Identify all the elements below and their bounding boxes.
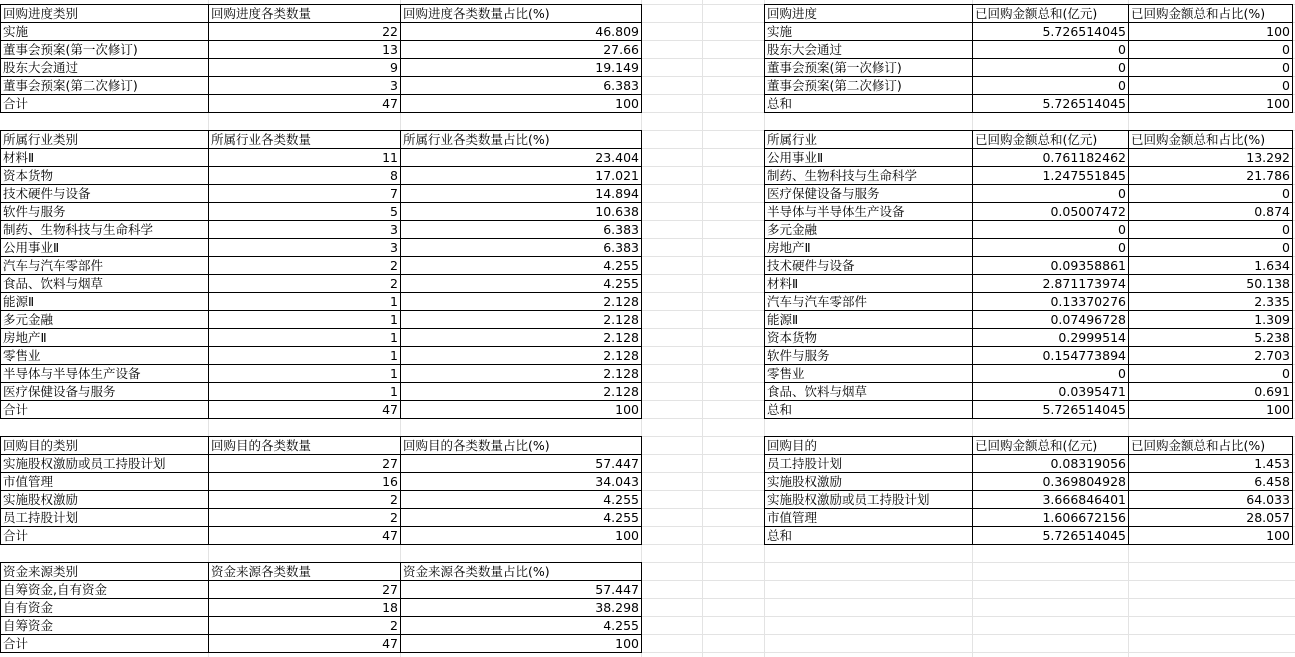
value-cell[interactable]: 2.335	[1129, 293, 1293, 311]
value-cell[interactable]: 2	[209, 275, 401, 293]
table-row	[1, 149, 642, 167]
value-cell[interactable]: 0	[973, 239, 1129, 257]
column-header[interactable]: 回购目的	[765, 437, 973, 455]
value-cell[interactable]: 0.0395471	[973, 383, 1129, 401]
value-cell[interactable]: 2	[209, 509, 401, 527]
value-cell[interactable]: 0.13370276	[973, 293, 1129, 311]
value-cell[interactable]: 13	[209, 41, 401, 59]
value-cell[interactable]: 3	[209, 239, 401, 257]
row-label-cell[interactable]: 自筹资金,自有资金	[1, 581, 209, 599]
value-cell[interactable]: 2.871173974	[973, 275, 1129, 293]
table-row	[1, 581, 642, 599]
column-header[interactable]: 回购进度类别	[1, 5, 209, 23]
table-industry-amount	[764, 130, 1293, 419]
table-row	[765, 293, 1293, 311]
row-label-cell[interactable]: 实施股权激励	[765, 473, 973, 491]
table-row	[1, 293, 642, 311]
table-row	[765, 491, 1293, 509]
value-cell[interactable]: 0.05007472	[973, 203, 1129, 221]
table-purpose-amount	[764, 436, 1293, 545]
value-cell[interactable]: 4.255	[401, 257, 642, 275]
row-label-cell[interactable]: 医疗保健设备与服务	[1, 383, 209, 401]
value-cell[interactable]: 7	[209, 185, 401, 203]
row-label-cell[interactable]: 软件与服务	[765, 347, 973, 365]
header-row	[1, 5, 642, 23]
table-row	[765, 473, 1293, 491]
row-label-cell[interactable]: 董事会预案(第一次修订)	[765, 59, 973, 77]
value-cell[interactable]: 100	[401, 95, 642, 113]
value-cell[interactable]: 0.2999514	[973, 329, 1129, 347]
value-cell[interactable]: 2.703	[1129, 347, 1293, 365]
value-cell[interactable]: 57.447	[401, 581, 642, 599]
row-label-cell[interactable]: 实施股权激励或员工持股计划	[1, 455, 209, 473]
value-cell[interactable]: 6.383	[401, 221, 642, 239]
row-label-cell[interactable]: 医疗保健设备与服务	[765, 185, 973, 203]
row-label-cell[interactable]: 技术硬件与设备	[765, 257, 973, 275]
value-cell[interactable]: 2	[209, 617, 401, 635]
row-label-cell[interactable]: 总和	[765, 401, 973, 419]
row-label-cell[interactable]: 房地产Ⅱ	[765, 239, 973, 257]
value-cell[interactable]: 27.66	[401, 41, 642, 59]
value-cell[interactable]: 27	[209, 455, 401, 473]
value-cell[interactable]: 3	[209, 221, 401, 239]
value-cell[interactable]: 34.043	[401, 473, 642, 491]
table-row	[765, 149, 1293, 167]
table-progress-count	[0, 4, 642, 113]
value-cell[interactable]: 0	[1129, 185, 1293, 203]
table-row	[765, 23, 1293, 41]
value-cell[interactable]: 4.255	[401, 491, 642, 509]
table-row	[1, 203, 642, 221]
row-label-cell[interactable]: 零售业	[1, 347, 209, 365]
table-row	[765, 257, 1293, 275]
value-cell[interactable]: 17.021	[401, 167, 642, 185]
table-row	[1, 401, 642, 419]
table-progress-amount	[764, 4, 1293, 113]
value-cell[interactable]: 28.057	[1129, 509, 1293, 527]
row-label-cell[interactable]: 技术硬件与设备	[1, 185, 209, 203]
value-cell[interactable]: 3.666846401	[973, 491, 1129, 509]
row-label-cell[interactable]: 实施股权激励	[1, 491, 209, 509]
table-row	[765, 347, 1293, 365]
value-cell[interactable]: 1.247551845	[973, 167, 1129, 185]
value-cell[interactable]: 2.128	[401, 329, 642, 347]
table-row	[1, 383, 642, 401]
table-row	[1, 59, 642, 77]
column-header[interactable]: 已回购金额总和占比(%)	[1129, 5, 1293, 23]
value-cell[interactable]: 100	[1129, 527, 1293, 545]
header-row	[765, 437, 1293, 455]
row-label-cell[interactable]: 半导体与半导体生产设备	[765, 203, 973, 221]
value-cell[interactable]: 100	[1129, 23, 1293, 41]
value-cell[interactable]: 1.634	[1129, 257, 1293, 275]
value-cell[interactable]: 100	[1129, 95, 1293, 113]
row-label-cell[interactable]: 资本货物	[1, 167, 209, 185]
table-row	[765, 311, 1293, 329]
value-cell[interactable]: 19.149	[401, 59, 642, 77]
table-row	[1, 311, 642, 329]
column-header[interactable]: 所属行业	[765, 131, 973, 149]
row-label-cell[interactable]: 食品、饮料与烟草	[1, 275, 209, 293]
value-cell[interactable]: 47	[209, 635, 401, 653]
table-row	[1, 509, 642, 527]
value-cell[interactable]: 1.309	[1129, 311, 1293, 329]
row-label-cell[interactable]: 总和	[765, 527, 973, 545]
value-cell[interactable]: 47	[209, 401, 401, 419]
table-row	[1, 491, 642, 509]
row-label-cell[interactable]: 股东大会通过	[765, 41, 973, 59]
row-label-cell[interactable]: 材料Ⅱ	[765, 275, 973, 293]
value-cell[interactable]: 0.691	[1129, 383, 1293, 401]
value-cell[interactable]: 50.138	[1129, 275, 1293, 293]
row-label-cell[interactable]: 制药、生物科技与生命科学	[1, 221, 209, 239]
value-cell[interactable]: 100	[1129, 401, 1293, 419]
value-cell[interactable]: 4.255	[401, 617, 642, 635]
value-cell[interactable]: 2.128	[401, 311, 642, 329]
value-cell[interactable]: 2	[209, 257, 401, 275]
row-label-cell[interactable]: 员工持股计划	[1, 509, 209, 527]
row-label-cell[interactable]: 制药、生物科技与生命科学	[765, 167, 973, 185]
value-cell[interactable]: 27	[209, 581, 401, 599]
row-label-cell[interactable]: 能源Ⅱ	[1, 293, 209, 311]
value-cell[interactable]: 1	[209, 311, 401, 329]
table-row	[765, 95, 1293, 113]
row-label-cell[interactable]: 股东大会通过	[1, 59, 209, 77]
table-row	[765, 401, 1293, 419]
value-cell[interactable]: 0	[973, 77, 1129, 95]
value-cell[interactable]: 14.894	[401, 185, 642, 203]
value-cell[interactable]: 2.128	[401, 365, 642, 383]
value-cell[interactable]: 6.458	[1129, 473, 1293, 491]
column-header[interactable]: 回购目的类别	[1, 437, 209, 455]
table-row	[765, 167, 1293, 185]
row-label-cell[interactable]: 合计	[1, 95, 209, 113]
value-cell[interactable]: 5.726514045	[973, 23, 1129, 41]
table-row	[1, 527, 642, 545]
table-row	[765, 329, 1293, 347]
value-cell[interactable]: 2.128	[401, 347, 642, 365]
column-header[interactable]: 所属行业各类数量	[209, 131, 401, 149]
value-cell[interactable]: 2.128	[401, 383, 642, 401]
column-header[interactable]: 资金来源各类数量占比(%)	[401, 563, 642, 581]
value-cell[interactable]: 4.255	[401, 275, 642, 293]
table-row	[1, 257, 642, 275]
value-cell[interactable]: 0	[1129, 239, 1293, 257]
table-row	[1, 635, 642, 653]
row-label-cell[interactable]: 房地产Ⅱ	[1, 329, 209, 347]
value-cell[interactable]: 1	[209, 293, 401, 311]
table-row	[1, 185, 642, 203]
value-cell[interactable]: 16	[209, 473, 401, 491]
value-cell[interactable]: 0	[1129, 221, 1293, 239]
value-cell[interactable]: 0.761182462	[973, 149, 1129, 167]
value-cell[interactable]: 11	[209, 149, 401, 167]
value-cell[interactable]: 5	[209, 203, 401, 221]
value-cell[interactable]: 47	[209, 95, 401, 113]
value-cell[interactable]: 1	[209, 383, 401, 401]
value-cell[interactable]: 0.08319056	[973, 455, 1129, 473]
row-label-cell[interactable]: 食品、饮料与烟草	[765, 383, 973, 401]
value-cell[interactable]: 5.726514045	[973, 95, 1129, 113]
row-label-cell[interactable]: 市值管理	[1, 473, 209, 491]
row-label-cell[interactable]: 实施股权激励或员工持股计划	[765, 491, 973, 509]
value-cell[interactable]: 1.606672156	[973, 509, 1129, 527]
column-header[interactable]: 回购进度各类数量	[209, 5, 401, 23]
value-cell[interactable]: 22	[209, 23, 401, 41]
value-cell[interactable]: 0.369804928	[973, 473, 1129, 491]
table-row	[765, 185, 1293, 203]
value-cell[interactable]: 38.298	[401, 599, 642, 617]
value-cell[interactable]: 0	[1129, 365, 1293, 383]
table-row	[1, 473, 642, 491]
value-cell[interactable]: 21.786	[1129, 167, 1293, 185]
column-header[interactable]: 回购进度	[765, 5, 973, 23]
row-label-cell[interactable]: 自筹资金	[1, 617, 209, 635]
table-row	[1, 455, 642, 473]
value-cell[interactable]: 0	[1129, 41, 1293, 59]
row-label-cell[interactable]: 自有资金	[1, 599, 209, 617]
row-label-cell[interactable]: 半导体与半导体生产设备	[1, 365, 209, 383]
table-row	[1, 95, 642, 113]
row-label-cell[interactable]: 多元金融	[765, 221, 973, 239]
row-label-cell[interactable]: 零售业	[765, 365, 973, 383]
table-row	[765, 455, 1293, 473]
table-row	[765, 41, 1293, 59]
row-label-cell[interactable]: 董事会预案(第二次修订)	[765, 77, 973, 95]
column-header[interactable]: 已回购金额总和(亿元)	[973, 5, 1129, 23]
value-cell[interactable]: 47	[209, 527, 401, 545]
row-label-cell[interactable]: 员工持股计划	[765, 455, 973, 473]
value-cell[interactable]: 2	[209, 491, 401, 509]
value-cell[interactable]: 4.255	[401, 509, 642, 527]
column-header[interactable]: 已回购金额总和占比(%)	[1129, 437, 1293, 455]
value-cell[interactable]: 5.726514045	[973, 401, 1129, 419]
row-label-cell[interactable]: 董事会预案(第二次修订)	[1, 77, 209, 95]
table-row	[1, 275, 642, 293]
value-cell[interactable]: 100	[401, 527, 642, 545]
table-purpose-count	[0, 436, 642, 545]
value-cell[interactable]: 8	[209, 167, 401, 185]
value-cell[interactable]: 1	[209, 365, 401, 383]
value-cell[interactable]: 18	[209, 599, 401, 617]
row-label-cell[interactable]: 实施	[1, 23, 209, 41]
table-funding-count	[0, 562, 642, 653]
value-cell[interactable]: 23.404	[401, 149, 642, 167]
value-cell[interactable]: 1	[209, 347, 401, 365]
value-cell[interactable]: 9	[209, 59, 401, 77]
table-row	[765, 527, 1293, 545]
value-cell[interactable]: 0	[1129, 59, 1293, 77]
table-row	[1, 77, 642, 95]
table-row	[1, 23, 642, 41]
column-header[interactable]: 所属行业各类数量占比(%)	[401, 131, 642, 149]
value-cell[interactable]: 0.07496728	[973, 311, 1129, 329]
value-cell[interactable]: 0	[973, 41, 1129, 59]
column-header[interactable]: 回购进度各类数量占比(%)	[401, 5, 642, 23]
table-row	[1, 329, 642, 347]
row-label-cell[interactable]: 公用事业Ⅱ	[765, 149, 973, 167]
table-row	[765, 203, 1293, 221]
row-label-cell[interactable]: 汽车与汽车零部件	[765, 293, 973, 311]
table-row	[1, 167, 642, 185]
row-label-cell[interactable]: 能源Ⅱ	[765, 311, 973, 329]
column-header[interactable]: 所属行业类别	[1, 131, 209, 149]
value-cell[interactable]: 13.292	[1129, 149, 1293, 167]
value-cell[interactable]: 1.453	[1129, 455, 1293, 473]
row-label-cell[interactable]: 市值管理	[765, 509, 973, 527]
table-row	[1, 365, 642, 383]
table-row	[765, 509, 1293, 527]
column-header[interactable]: 资金来源类别	[1, 563, 209, 581]
table-row	[765, 383, 1293, 401]
row-label-cell[interactable]: 多元金融	[1, 311, 209, 329]
value-cell[interactable]: 0	[973, 221, 1129, 239]
table-row	[765, 365, 1293, 383]
column-header[interactable]: 资金来源各类数量	[209, 563, 401, 581]
value-cell[interactable]: 46.809	[401, 23, 642, 41]
value-cell[interactable]: 0	[973, 365, 1129, 383]
table-row	[1, 41, 642, 59]
value-cell[interactable]: 3	[209, 77, 401, 95]
value-cell[interactable]: 6.383	[401, 77, 642, 95]
value-cell[interactable]: 5.726514045	[973, 527, 1129, 545]
row-label-cell[interactable]: 合计	[1, 527, 209, 545]
row-label-cell[interactable]: 材料Ⅱ	[1, 149, 209, 167]
header-row	[1, 563, 642, 581]
table-row	[765, 59, 1293, 77]
column-header[interactable]: 已回购金额总和(亿元)	[973, 131, 1129, 149]
table-row	[1, 347, 642, 365]
row-label-cell[interactable]: 汽车与汽车零部件	[1, 257, 209, 275]
table-row	[765, 77, 1293, 95]
value-cell[interactable]: 1	[209, 329, 401, 347]
column-header[interactable]: 回购目的各类数量	[209, 437, 401, 455]
table-row	[765, 221, 1293, 239]
row-label-cell[interactable]: 总和	[765, 95, 973, 113]
value-cell[interactable]: 0	[973, 59, 1129, 77]
column-header[interactable]: 已回购金额总和(亿元)	[973, 437, 1129, 455]
table-row	[1, 617, 642, 635]
value-cell[interactable]: 100	[401, 635, 642, 653]
row-label-cell[interactable]: 董事会预案(第一次修订)	[1, 41, 209, 59]
table-row	[1, 599, 642, 617]
value-cell[interactable]: 100	[401, 401, 642, 419]
value-cell[interactable]: 10.638	[401, 203, 642, 221]
value-cell[interactable]: 0.154773894	[973, 347, 1129, 365]
value-cell[interactable]: 64.033	[1129, 491, 1293, 509]
table-row	[1, 221, 642, 239]
value-cell[interactable]: 5.238	[1129, 329, 1293, 347]
value-cell[interactable]: 2.128	[401, 293, 642, 311]
value-cell[interactable]: 0	[973, 185, 1129, 203]
value-cell[interactable]: 57.447	[401, 455, 642, 473]
table-row	[765, 239, 1293, 257]
table-industry-count	[0, 130, 642, 419]
row-label-cell[interactable]: 资本货物	[765, 329, 973, 347]
header-row	[1, 131, 642, 149]
row-label-cell[interactable]: 合计	[1, 635, 209, 653]
table-row	[765, 275, 1293, 293]
column-header[interactable]: 回购目的各类数量占比(%)	[401, 437, 642, 455]
row-label-cell[interactable]: 公用事业Ⅱ	[1, 239, 209, 257]
row-label-cell[interactable]: 合计	[1, 401, 209, 419]
value-cell[interactable]: 0.874	[1129, 203, 1293, 221]
row-label-cell[interactable]: 软件与服务	[1, 203, 209, 221]
header-row	[765, 5, 1293, 23]
header-row	[765, 131, 1293, 149]
row-label-cell[interactable]: 实施	[765, 23, 973, 41]
value-cell[interactable]: 0	[1129, 77, 1293, 95]
value-cell[interactable]: 6.383	[401, 239, 642, 257]
header-row	[1, 437, 642, 455]
value-cell[interactable]: 0.09358861	[973, 257, 1129, 275]
table-row	[1, 239, 642, 257]
column-header[interactable]: 已回购金额总和占比(%)	[1129, 131, 1293, 149]
